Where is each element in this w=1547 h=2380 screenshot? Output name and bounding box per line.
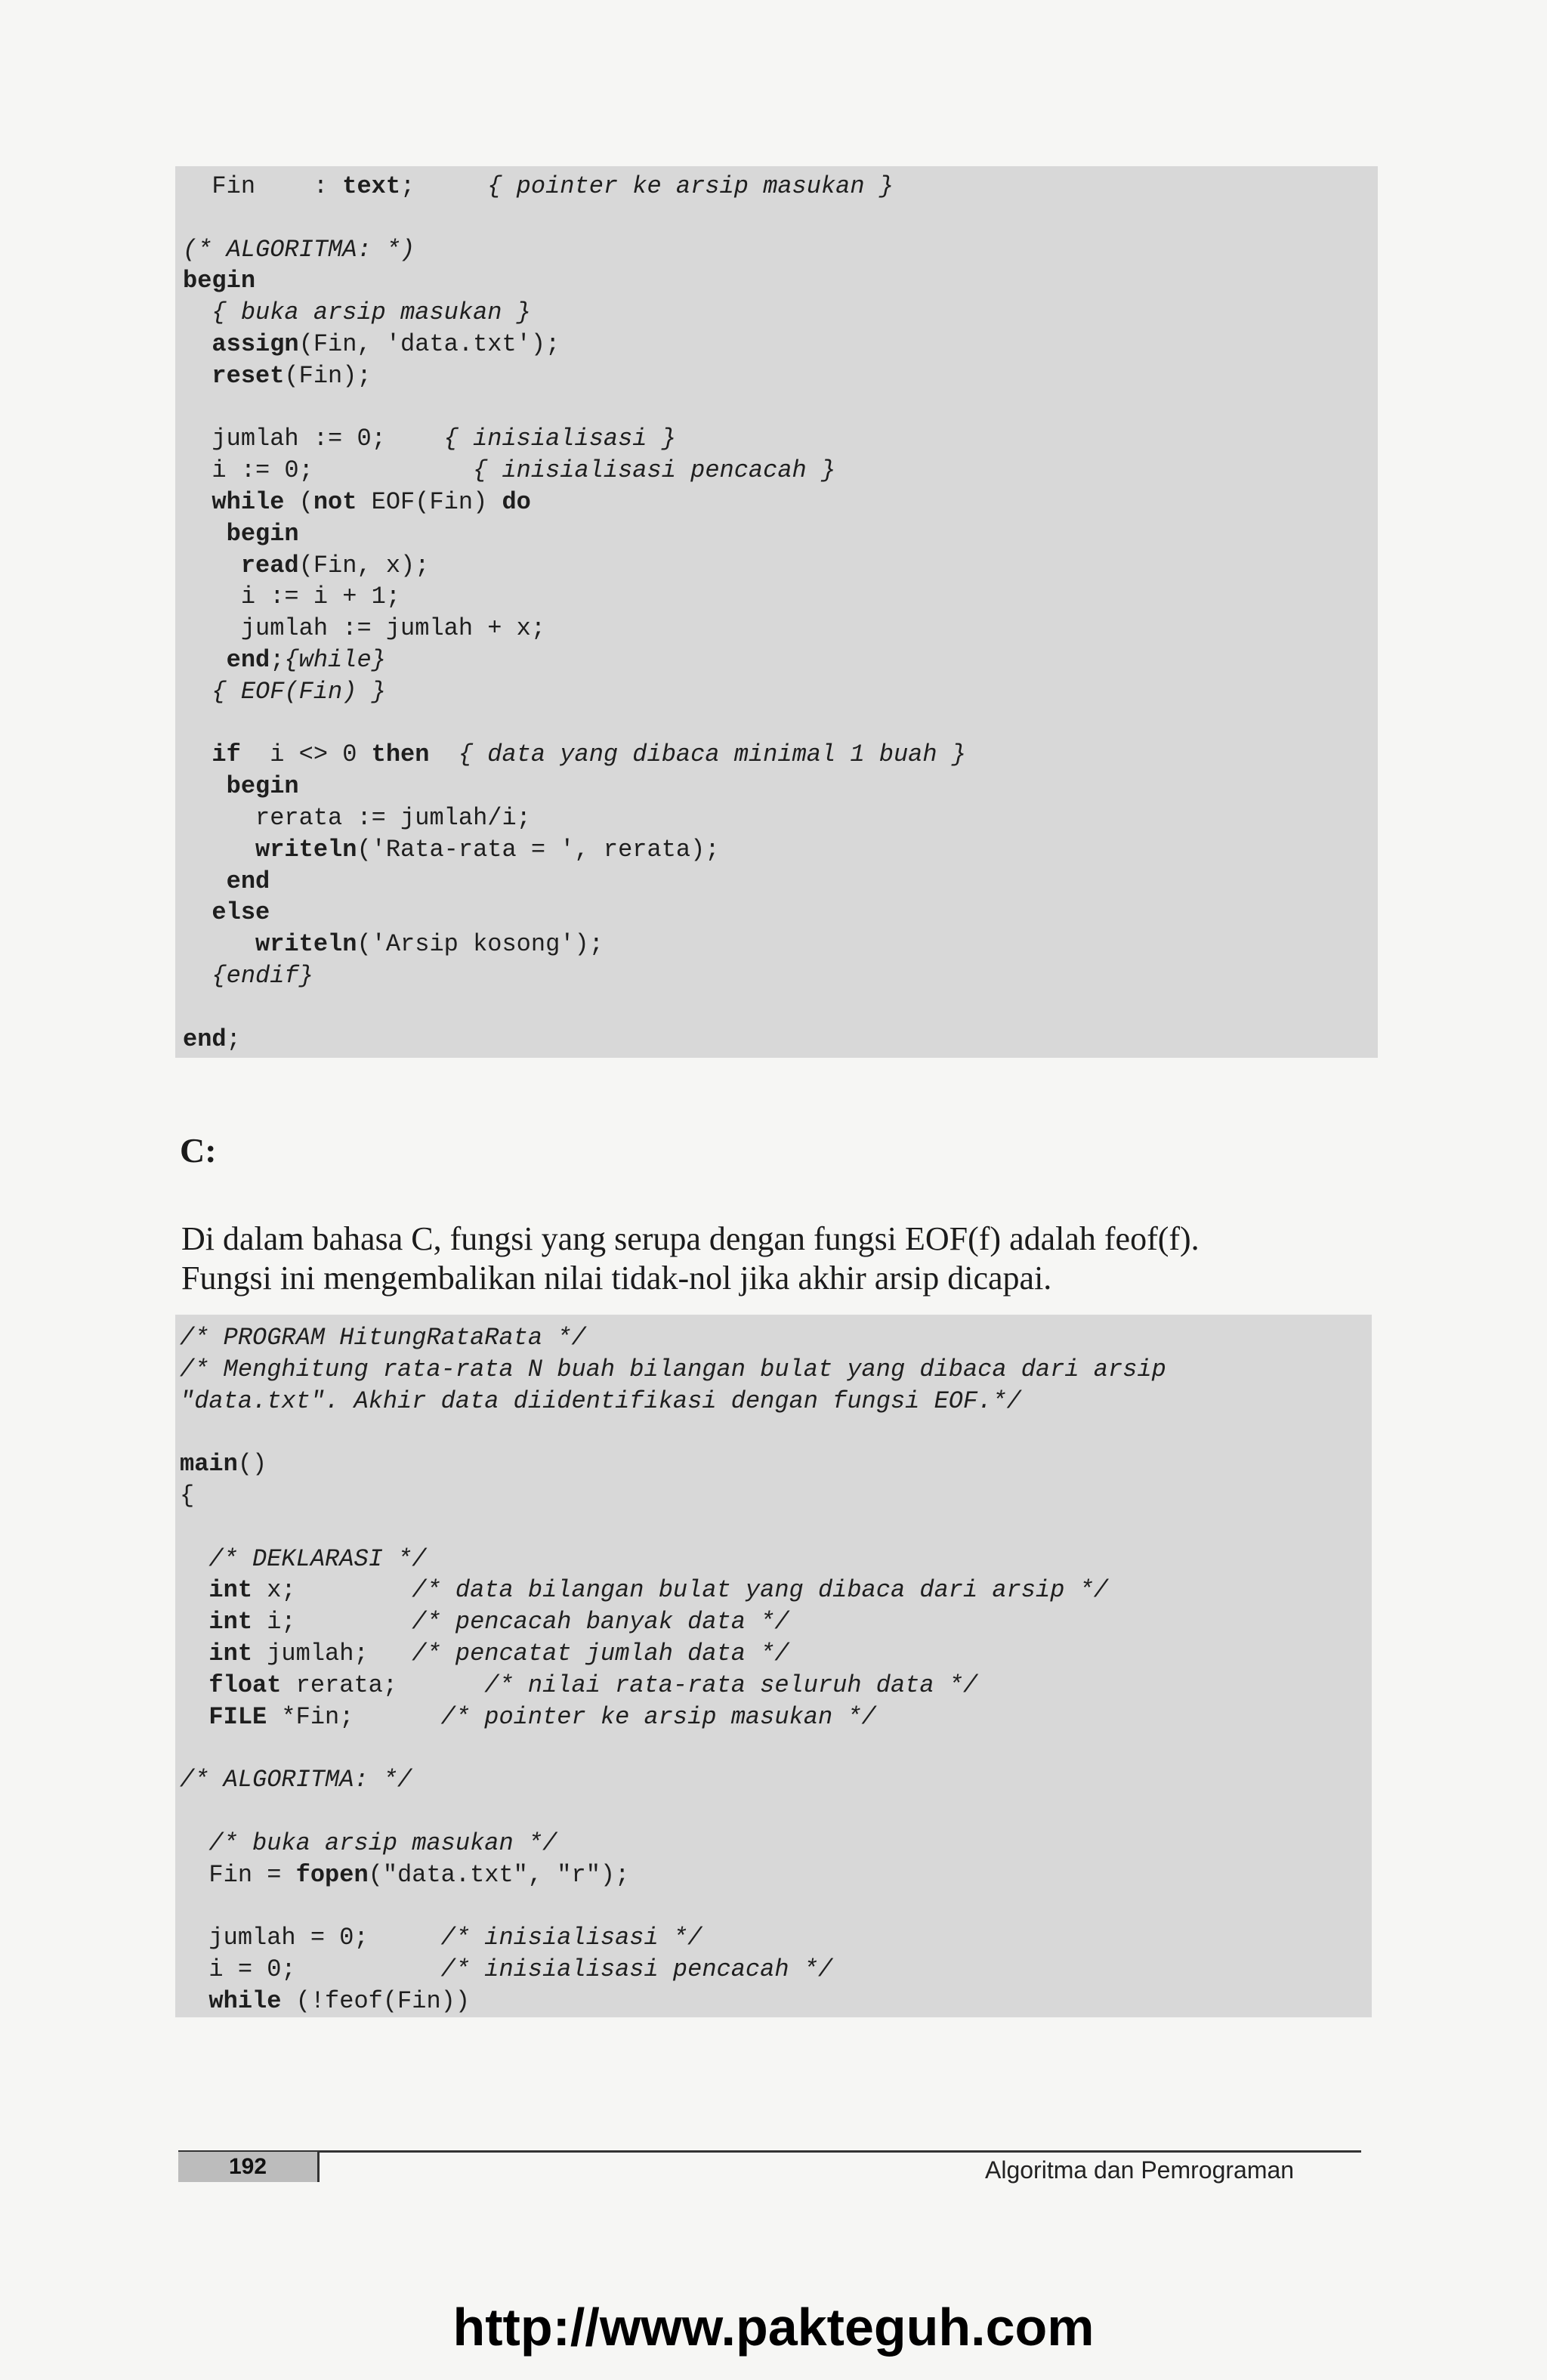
- code-line: [183, 518, 299, 550]
- code-comment: { inisialisasi }: [443, 425, 676, 453]
- code-text: [183, 740, 212, 768]
- code-keyword: end: [183, 1025, 227, 1053]
- code-comment: { buka arsip masukan }: [212, 298, 531, 327]
- code-comment: (* ALGORITMA: *): [183, 235, 415, 264]
- code-line: [183, 1024, 241, 1056]
- code-text: (): [237, 1450, 267, 1479]
- code-line: [183, 802, 531, 834]
- code-text: [183, 488, 212, 516]
- code-line: [183, 360, 372, 392]
- footer-rule: [178, 2150, 1361, 2153]
- code-text: ("data.txt", "r");: [368, 1860, 630, 1889]
- code-line: [180, 1702, 876, 1733]
- code-comment: /* PROGRAM HitungRataRata */: [180, 1324, 586, 1352]
- code-comment: /* ALGORITMA: */: [180, 1766, 412, 1794]
- code-line: [180, 1954, 832, 1986]
- code-text: i := 0;: [183, 456, 474, 485]
- code-line: [183, 234, 415, 266]
- code-keyword: begin: [226, 519, 299, 548]
- code-keyword: int: [208, 1640, 253, 1668]
- code-line: [183, 834, 720, 866]
- code-line: [183, 171, 894, 202]
- code-text: (: [284, 488, 313, 516]
- code-line: [180, 1544, 426, 1575]
- code-line: [180, 1638, 789, 1670]
- code-text: i;: [252, 1608, 412, 1637]
- code-text: [183, 298, 212, 326]
- code-comment: /* nilai rata-rata seluruh data */: [484, 1671, 978, 1699]
- code-keyword: int: [208, 1608, 253, 1637]
- code-text: [180, 1545, 208, 1573]
- code-line: [183, 960, 313, 992]
- paragraph-line-1: Di dalam bahasa C, fungsi yang serupa dengan fungsi EOF(f) adalah feof(f).: [181, 1220, 1200, 1257]
- code-text: (Fin, 'data.txt');: [298, 330, 560, 358]
- code-comment: /* pencacah banyak data */: [412, 1608, 789, 1637]
- code-text: {: [180, 1482, 195, 1510]
- code-line: [183, 455, 835, 487]
- code-text: [180, 1987, 208, 2015]
- code-text: ('Arsip kosong');: [357, 930, 604, 959]
- code-line: [180, 1670, 977, 1702]
- code-line: [180, 1575, 1108, 1606]
- code-keyword: else: [212, 898, 270, 927]
- code-comment: /* pointer ke arsip masukan */: [440, 1702, 876, 1731]
- code-text: rerata := jumlah/i;: [183, 804, 531, 832]
- code-text: [183, 678, 212, 706]
- code-keyword: main: [180, 1450, 238, 1479]
- code-text: [183, 772, 227, 800]
- code-comment: /* Menghitung rata-rata N buah bilangan bulat yang dibaca dari arsip: [180, 1355, 1166, 1383]
- page-number: 192: [178, 2152, 320, 2182]
- code-text: [183, 330, 212, 358]
- code-keyword: while: [212, 488, 285, 516]
- code-text: (Fin);: [284, 361, 372, 390]
- code-keyword: writeln: [255, 835, 357, 864]
- code-text: jumlah;: [252, 1640, 412, 1668]
- code-text: [183, 930, 255, 958]
- code-line: [183, 550, 429, 582]
- code-line: [180, 1764, 412, 1796]
- c-code-block: [175, 1315, 1372, 2017]
- code-line: [180, 1922, 702, 1954]
- code-keyword: float: [208, 1671, 282, 1699]
- code-line: [183, 329, 560, 360]
- code-text: *Fin;: [267, 1702, 441, 1731]
- code-comment: { inisialisasi pencacah }: [473, 456, 836, 485]
- code-text: i = 0;: [180, 1955, 441, 1983]
- code-text: [429, 740, 458, 768]
- code-line: [183, 739, 966, 771]
- code-text: [183, 836, 255, 864]
- code-comment: { EOF(Fin) }: [212, 677, 386, 706]
- code-text: i <> 0: [240, 740, 372, 769]
- code-line: [180, 1354, 1166, 1386]
- code-keyword: end: [226, 867, 270, 895]
- code-keyword: text: [342, 172, 401, 200]
- code-text: [183, 362, 212, 390]
- code-keyword: fopen: [295, 1860, 369, 1889]
- code-keyword: not: [313, 488, 357, 516]
- code-text: rerata;: [281, 1671, 485, 1699]
- code-line: [180, 1606, 789, 1638]
- code-line: [183, 265, 255, 297]
- code-text: x;: [252, 1576, 412, 1605]
- code-keyword: read: [240, 551, 299, 580]
- code-text: [180, 1576, 208, 1604]
- code-text: jumlah := jumlah + x;: [183, 614, 546, 643]
- code-text: Fin =: [180, 1860, 296, 1889]
- code-comment: /* buka arsip masukan */: [208, 1828, 557, 1857]
- code-text: [183, 520, 227, 548]
- code-keyword: begin: [183, 267, 256, 295]
- section-heading: C:: [180, 1131, 217, 1170]
- code-line: [180, 1448, 267, 1480]
- code-keyword: while: [208, 1986, 282, 2015]
- code-line: [180, 1480, 194, 1512]
- code-text: [180, 1829, 208, 1857]
- code-comment: /* pencatat jumlah data */: [412, 1640, 789, 1668]
- code-text: [180, 1608, 208, 1636]
- code-comment: { pointer ke arsip masukan }: [487, 172, 894, 200]
- pascal-code-block: [175, 166, 1378, 1058]
- code-comment: {endif}: [212, 962, 313, 990]
- code-keyword: if: [212, 740, 241, 769]
- code-line: [180, 1322, 586, 1354]
- code-line: [183, 771, 299, 802]
- code-line: [180, 1859, 629, 1891]
- code-comment: /* inisialisasi */: [440, 1924, 702, 1952]
- code-text: [183, 646, 227, 674]
- code-line: [183, 897, 270, 929]
- code-text: [180, 1671, 208, 1699]
- code-line: [183, 297, 531, 329]
- code-comment: /* data bilangan bulat yang dibaca dari arsip */: [412, 1576, 1108, 1605]
- code-comment: /* DEKLARASI */: [208, 1544, 427, 1573]
- code-line: [183, 613, 545, 644]
- code-keyword: reset: [212, 361, 285, 390]
- code-text: [183, 552, 241, 580]
- code-text: ;: [226, 1025, 241, 1053]
- code-text: jumlah := 0;: [183, 425, 444, 453]
- code-line: [183, 487, 531, 518]
- code-line: [180, 1386, 1021, 1417]
- code-text: (Fin, x);: [298, 551, 430, 580]
- code-line: [183, 581, 400, 613]
- code-text: i := i + 1;: [183, 583, 401, 611]
- code-text: ('Rata-rata = ', rerata);: [357, 835, 720, 864]
- code-line: [183, 866, 270, 898]
- code-comment: /* inisialisasi pencacah */: [440, 1955, 833, 1983]
- code-text: [183, 867, 227, 895]
- code-line: [183, 676, 386, 708]
- code-keyword: do: [502, 488, 531, 516]
- paragraph-line-2: Fungsi ini mengembalikan nilai tidak-nol jika akhir arsip dicapai.: [181, 1260, 1052, 1297]
- code-text: [183, 898, 212, 926]
- code-line: [180, 1828, 557, 1859]
- code-line: [183, 929, 604, 960]
- code-line: [183, 423, 676, 455]
- code-text: ;: [270, 646, 285, 674]
- code-comment: { data yang dibaca minimal 1 buah }: [458, 740, 966, 769]
- code-text: [183, 962, 212, 990]
- code-comment: "data.txt". Akhir data diidentifikasi dengan fungsi EOF.*/: [180, 1386, 1021, 1415]
- watermark-url: http://www.pakteguh.com: [452, 2298, 1095, 2357]
- code-text: EOF(Fin): [357, 488, 502, 516]
- code-keyword: begin: [226, 772, 299, 801]
- code-text: [180, 1703, 208, 1731]
- footer-book-title: Algoritma dan Pemrograman: [985, 2156, 1295, 2184]
- code-text: Fin :: [183, 172, 343, 200]
- code-keyword: writeln: [255, 930, 357, 959]
- code-line: [180, 1986, 470, 2017]
- code-text: ;: [400, 172, 488, 200]
- code-keyword: int: [208, 1576, 253, 1605]
- code-keyword: FILE: [208, 1702, 267, 1731]
- code-keyword: then: [371, 740, 430, 769]
- code-comment: {while}: [284, 646, 386, 674]
- code-line: [183, 644, 386, 676]
- code-keyword: assign: [212, 330, 299, 358]
- code-text: jumlah = 0;: [180, 1924, 441, 1952]
- code-text: (!feof(Fin)): [281, 1986, 471, 2015]
- code-keyword: end: [226, 646, 270, 674]
- code-text: [180, 1640, 208, 1668]
